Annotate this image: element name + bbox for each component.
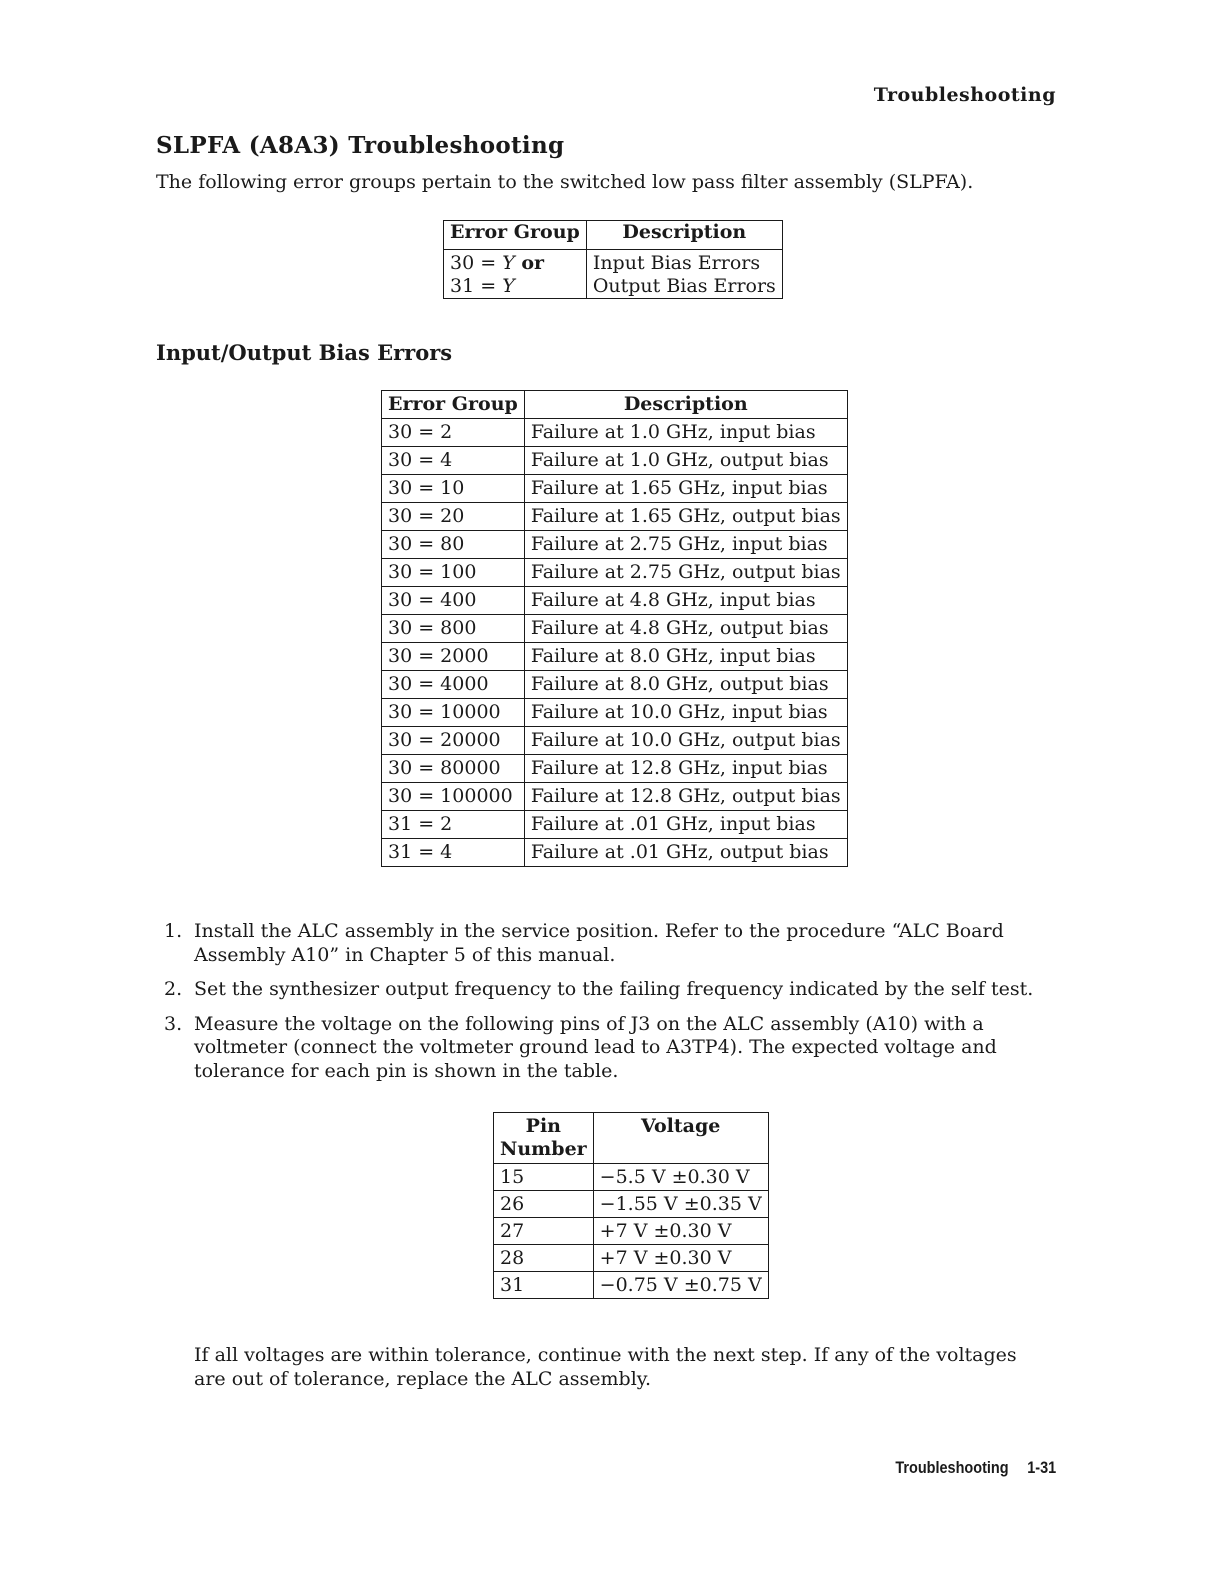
error-group-cell: 30 = 400 <box>382 587 525 615</box>
description-cell: Failure at .01 GHz, input bias <box>524 811 847 839</box>
error-group-cell: 30 = 2000 <box>382 643 525 671</box>
bias-errors-table <box>381 390 848 867</box>
table-row <box>382 755 848 783</box>
procedure-steps <box>164 920 1044 1094</box>
error-group-cell: 30 = 10000 <box>382 699 525 727</box>
description-cell: Failure at 2.75 GHz, input bias <box>524 531 847 559</box>
error-group-cell: 30 = 100 <box>382 559 525 587</box>
running-header: Troubleshooting <box>873 84 1056 106</box>
table-row <box>382 531 848 559</box>
table-row <box>382 783 848 811</box>
procedure-step <box>164 1013 1044 1084</box>
table-row <box>494 1218 769 1245</box>
closing-note: If all voltages are within tolerance, continue with the next step. If any of the voltages are out of tolerance, replace the ALC assembly. <box>194 1344 1017 1390</box>
procedure-step <box>164 920 1044 967</box>
table-row <box>382 811 848 839</box>
pin-number-cell: 26 <box>494 1191 594 1218</box>
error-group-cell: 31 = 4 <box>382 839 525 867</box>
description-cell: Failure at 10.0 GHz, input bias <box>524 699 847 727</box>
table-row <box>494 1191 769 1218</box>
step-number: 3. <box>164 1012 183 1035</box>
table-row <box>494 1164 769 1191</box>
procedure-step <box>164 978 1044 1002</box>
description-cell: Output Bias Errors <box>586 275 782 299</box>
error-group-cell: 31 = 2 <box>382 811 525 839</box>
column-header: Description <box>586 221 782 250</box>
step-text: Install the ALC assembly in the service position. Refer to the procedure “ALC Board Assembly A10” in Chapter 5 of this manual. <box>194 920 1004 966</box>
pin-number-cell: 15 <box>494 1164 594 1191</box>
description-cell: Failure at 2.75 GHz, output bias <box>524 559 847 587</box>
error-group-cell: 31 = Y <box>444 275 587 299</box>
table-row <box>382 615 848 643</box>
error-group-cell: 30 = 4 <box>382 447 525 475</box>
voltage-cell: −1.55 V ±0.35 V <box>593 1191 768 1218</box>
column-header: Voltage <box>593 1113 768 1164</box>
step-text: Measure the voltage on the following pins of J3 on the ALC assembly (A10) with a voltmeter (connect the voltmeter ground lead to A3TP4). The expected voltage and tolerance for each pin is shown in the table. <box>194 1012 997 1082</box>
column-header: Pin Number <box>494 1113 594 1164</box>
description-cell: Failure at 8.0 GHz, input bias <box>524 643 847 671</box>
description-cell: Failure at 8.0 GHz, output bias <box>524 671 847 699</box>
description-cell: Failure at 12.8 GHz, input bias <box>524 755 847 783</box>
table-row <box>382 839 848 867</box>
table-row <box>382 503 848 531</box>
page-number: 1-31 <box>1027 1458 1056 1477</box>
error-group-cell: 30 = 80000 <box>382 755 525 783</box>
table-row <box>382 699 848 727</box>
column-header: Error Group <box>382 391 525 419</box>
summary-table <box>443 220 783 299</box>
pin-number-cell: 31 <box>494 1272 594 1299</box>
description-cell: Input Bias Errors <box>586 250 782 276</box>
voltage-cell: +7 V ±0.30 V <box>593 1218 768 1245</box>
table-row <box>444 275 783 299</box>
table-header-row <box>494 1113 769 1164</box>
description-cell: Failure at .01 GHz, output bias <box>524 839 847 867</box>
error-group-cell: 30 = 4000 <box>382 671 525 699</box>
table-row <box>494 1245 769 1272</box>
table-row <box>444 250 783 276</box>
voltage-cell: −5.5 V ±0.30 V <box>593 1164 768 1191</box>
table-header-row <box>444 221 783 250</box>
intro-paragraph: The following error groups pertain to the switched low pass filter assembly (SLPFA). <box>156 171 974 193</box>
error-group-cell: 30 = 80 <box>382 531 525 559</box>
error-group-cell: 30 = 2 <box>382 419 525 447</box>
section-title: SLPFA (A8A3) Troubleshooting <box>156 132 565 159</box>
table-row <box>382 419 848 447</box>
step-number: 2. <box>164 978 183 1000</box>
description-cell: Failure at 12.8 GHz, output bias <box>524 783 847 811</box>
step-number: 1. <box>164 920 183 942</box>
description-cell: Failure at 10.0 GHz, output bias <box>524 727 847 755</box>
voltage-cell: −0.75 V ±0.75 V <box>593 1272 768 1299</box>
table-row <box>382 559 848 587</box>
error-group-cell: 30 = 20 <box>382 503 525 531</box>
pin-number-cell: 28 <box>494 1245 594 1272</box>
error-group-cell: 30 = Y or <box>444 250 587 276</box>
table-header-row <box>382 391 848 419</box>
description-cell: Failure at 1.65 GHz, output bias <box>524 503 847 531</box>
step-text: Set the synthesizer output frequency to the failing frequency indicated by the self test. <box>194 978 1034 1000</box>
error-group-cell: 30 = 10 <box>382 475 525 503</box>
error-group-cell: 30 = 100000 <box>382 783 525 811</box>
footer-section: Troubleshooting <box>895 1458 1009 1477</box>
voltage-cell: +7 V ±0.30 V <box>593 1245 768 1272</box>
column-header: Description <box>524 391 847 419</box>
page-footer <box>895 1458 1056 1478</box>
table-row <box>382 447 848 475</box>
table-row <box>494 1272 769 1299</box>
table-row <box>382 643 848 671</box>
description-cell: Failure at 1.0 GHz, input bias <box>524 419 847 447</box>
error-group-cell: 30 = 20000 <box>382 727 525 755</box>
column-header: Error Group <box>444 221 587 250</box>
subsection-title: Input/Output Bias Errors <box>156 340 453 365</box>
description-cell: Failure at 1.65 GHz, input bias <box>524 475 847 503</box>
pin-number-cell: 27 <box>494 1218 594 1245</box>
description-cell: Failure at 4.8 GHz, input bias <box>524 587 847 615</box>
table-row <box>382 727 848 755</box>
description-cell: Failure at 4.8 GHz, output bias <box>524 615 847 643</box>
table-row <box>382 587 848 615</box>
description-cell: Failure at 1.0 GHz, output bias <box>524 447 847 475</box>
table-row <box>382 671 848 699</box>
voltage-table <box>493 1112 769 1299</box>
table-row <box>382 475 848 503</box>
error-group-cell: 30 = 800 <box>382 615 525 643</box>
